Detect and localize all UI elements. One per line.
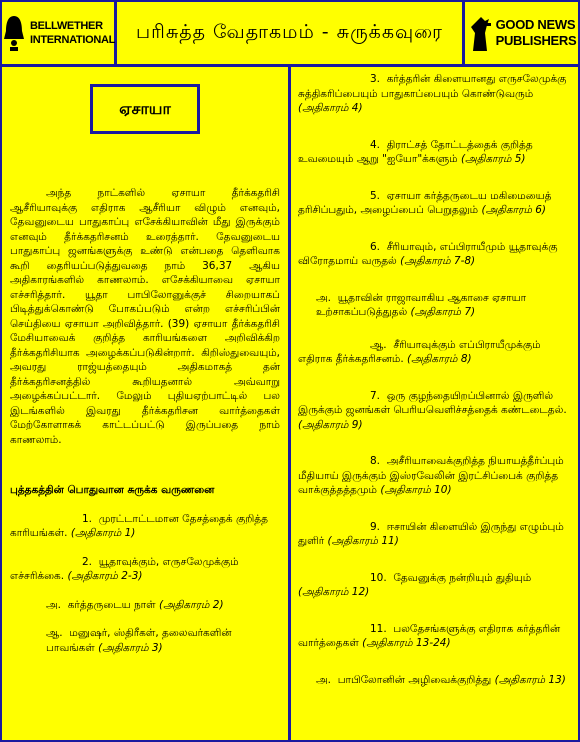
item-number: 7. [370,389,381,402]
item-number: 2. [82,555,93,568]
item-text: சீரியாவும், எப்பிராயீமும் யூதாவுக்கு விரோதமாய் வருதல் [298,240,558,267]
item-text: ஏசாயா கர்த்தருடைய மகிமையைத் தரிசிப்பதும், அழைப்பைப் பெறுதலும் [298,189,552,216]
item-chapter-ref: (அதிகாரம் 5) [460,153,526,165]
item-chapter-ref: (அதிகாரம் 2-3) [67,570,143,582]
item-number: 1. [82,512,93,525]
item-text: கர்த்தரின் கிளையானது எருசலேமுக்கு சுத்திகரிப்பையும் பாதுகாப்பையும் கொண்டுவரும் [298,73,567,100]
item-chapter-ref: (அதிகாரம் 11) [327,535,399,547]
item-number: 11. [370,622,387,635]
item-text: முரட்டாட்டமான தேசத்தைக் குறித்த காரியங்கள். [10,512,268,539]
intro-paragraph: அந்த நாட்களில் ஏசாயா தீர்க்கதரிசி ஆசீரியாவுக்கு எதிராக ஆசீரியா விழும் எனவும், தேவனுடைய பாதுகாப்பு எசேக்கியாவின் மீது இருக்கும் எனவும் தீர்க்கதரிசனம் உரைத்தார். தேவனுடைய பாதுகாப்பு ஜனங்களுக்கு உண்டு என்பதை தெளிவாக கூறி தைரியப்படுத்துவதை நாம் 36,37 ஆகிய அதிகாரங்களில் காணலாம். எசேக்கியாவை ஏசாயா எச்சரித்தார். யூதா பாபிலோனுக்குச் சிறையாகப் பிடித்துக்கொண்டு போகப்படும் என்ற எச்சரிப்பின் செய்தியை ஏசாயா அறிவித்தார். (39) ஏசாயா தீர்க்கதரிசி மேசியாவைக் குறித்த காரியங்களை அறிவிக்கிற தீர்க்கதரிசியாக அழைக்கப்படுகின்றார். கிறிஸ்துவையும், அவரது ராஜ்யத்தையும் அதிகமாகத் தன் தீர்க்கதரிசனத்தில் கூறியதனால் அவ்வாறு அழைக்கப்பட்டார். மேலும் புதியஏற்பாட்டில் பல இடங்களில் இவரது தீர்க்கதரிசன வார்த்தைகள் மேற்கோளாகக் காட்டப்பட்டு இருப்பதை நாம் காணலாம். [10,187,280,446]
item-number: ஆ. [46,627,63,639]
outline-item [298,673,572,688]
outline-item [298,520,572,549]
item-number: 5. [370,189,381,202]
item-number: 4. [370,138,381,151]
item-text: பாபிலோனின் அழிவைக்குறித்து [337,673,492,686]
item-chapter-ref: (அதிகாரம் 2) [159,598,224,611]
outline-item [298,189,572,218]
item-text: யூதாவின் ராஜாவாகிய ஆகாசை ஏசாயா உற்சாகப்படுத்துதல் [316,291,527,318]
outline-item [298,622,572,651]
item-text: கர்த்தருடைய நாள் [67,598,156,611]
header [2,2,578,67]
item-chapter-ref: (அதிகாரம் 1) [70,527,136,539]
outline-item [298,454,572,498]
item-number: 3. [370,73,381,85]
goodnews-logo [465,2,578,64]
outline-item [298,571,572,600]
outline-item [10,512,280,541]
item-chapter-ref: (அதிகாரம் 13-24) [362,637,451,649]
item-chapter-ref: (அதிகாரம் 6) [481,204,547,216]
outline-item [298,138,572,167]
section-heading: புத்தகத்தின் பொதுவான சுருக்க வருணனை [10,484,215,496]
item-chapter-ref: (அதிகாரம் 12) [298,586,370,598]
outline-item [298,240,572,269]
item-chapter-ref: (அதிகாரம் 3) [98,641,163,654]
item-chapter-ref: (அதிகாரம் 10) [380,484,452,496]
right-logo-line-2: PUBLISHERS [495,33,577,48]
item-chapter-ref: (அதிகாரம் 7) [410,306,476,318]
book-title: ஏசாயா [90,84,200,134]
left-logo-line-2: INTERNATIONAL [29,34,116,46]
outline-item [298,291,572,320]
item-text: ஈசாயின் கிளையில் இருந்து எழும்பும் துளிர் [298,520,564,547]
page-title: பரிசுத்த வேதாகமம் - சுருக்கவுரை [117,2,465,64]
item-number: அ. [46,598,62,611]
right-outline [298,72,572,687]
item-text: திராட்சத் தோட்டத்தைக் குறித்த உவமையும் ஆறு "ஐயோ"க்களும் [298,138,533,165]
item-chapter-ref: (அதிகாரம் 9) [298,418,363,431]
item-number: அ. [316,673,332,686]
outline-item [298,338,572,367]
item-text: யூதாவுக்கும், எருசலேமுக்கும் எச்சரிக்கை. [10,555,239,582]
item-chapter-ref: (அதிகாரம் 8) [407,353,472,365]
outline-item [10,598,280,613]
item-number: அ. [316,291,332,304]
item-chapter-ref: (அதிகாரம் 7-8) [400,255,476,267]
outline-item [298,72,572,116]
bellwether-logo [2,2,117,64]
right-logo-line-1: GOOD NEWS [495,17,576,32]
left-column [10,72,280,655]
item-text: அசீரியாவைக்குறித்த நியாயத்தீர்ப்பும் மீதியாய் இருக்கும் இஸ்ரவேலின் இரட்சிப்பைக் குறித்த வாக்குத்தத்தமும் [298,455,564,496]
item-number: 8. [370,455,381,467]
item-text: ஒரு குழந்தையிறப்பினால் இருளில் இருக்கும் ஜனங்கள் பெரியவெளிச்சத்தைக் கண்டடைதல். [298,389,567,416]
item-text: சீரியாவுக்கும் எப்பிராயீமுக்கும் எதிராக தீர்க்கதரிசனம். [298,338,541,365]
outline-item [298,389,572,433]
left-logo-line-1: BELLWETHER [29,20,103,32]
item-text: பலதேசங்களுக்கு எதிராக கர்த்தரின் வார்த்தைகள் [298,622,561,649]
item-number: ஆ. [370,338,387,351]
left-outline [10,512,280,656]
item-text: மனுஷர், ஸ்திரீகள், தலைவர்களின் பாவங்கள் [46,627,232,654]
bell-icon [1,13,27,53]
item-number: 9. [370,520,381,533]
outline-item [10,555,280,584]
herald-icon [467,13,493,53]
item-chapter-ref: (அதிகாரம் 13) [494,673,566,686]
item-number: 6. [370,240,381,253]
item-number: 10. [370,571,387,584]
right-column [298,72,572,705]
item-text: தேவனுக்கு நன்றியும் துதியும் [393,571,532,584]
column-divider [288,67,291,740]
outline-item [10,626,280,655]
item-chapter-ref: (அதிகாரம் 4) [298,102,363,114]
